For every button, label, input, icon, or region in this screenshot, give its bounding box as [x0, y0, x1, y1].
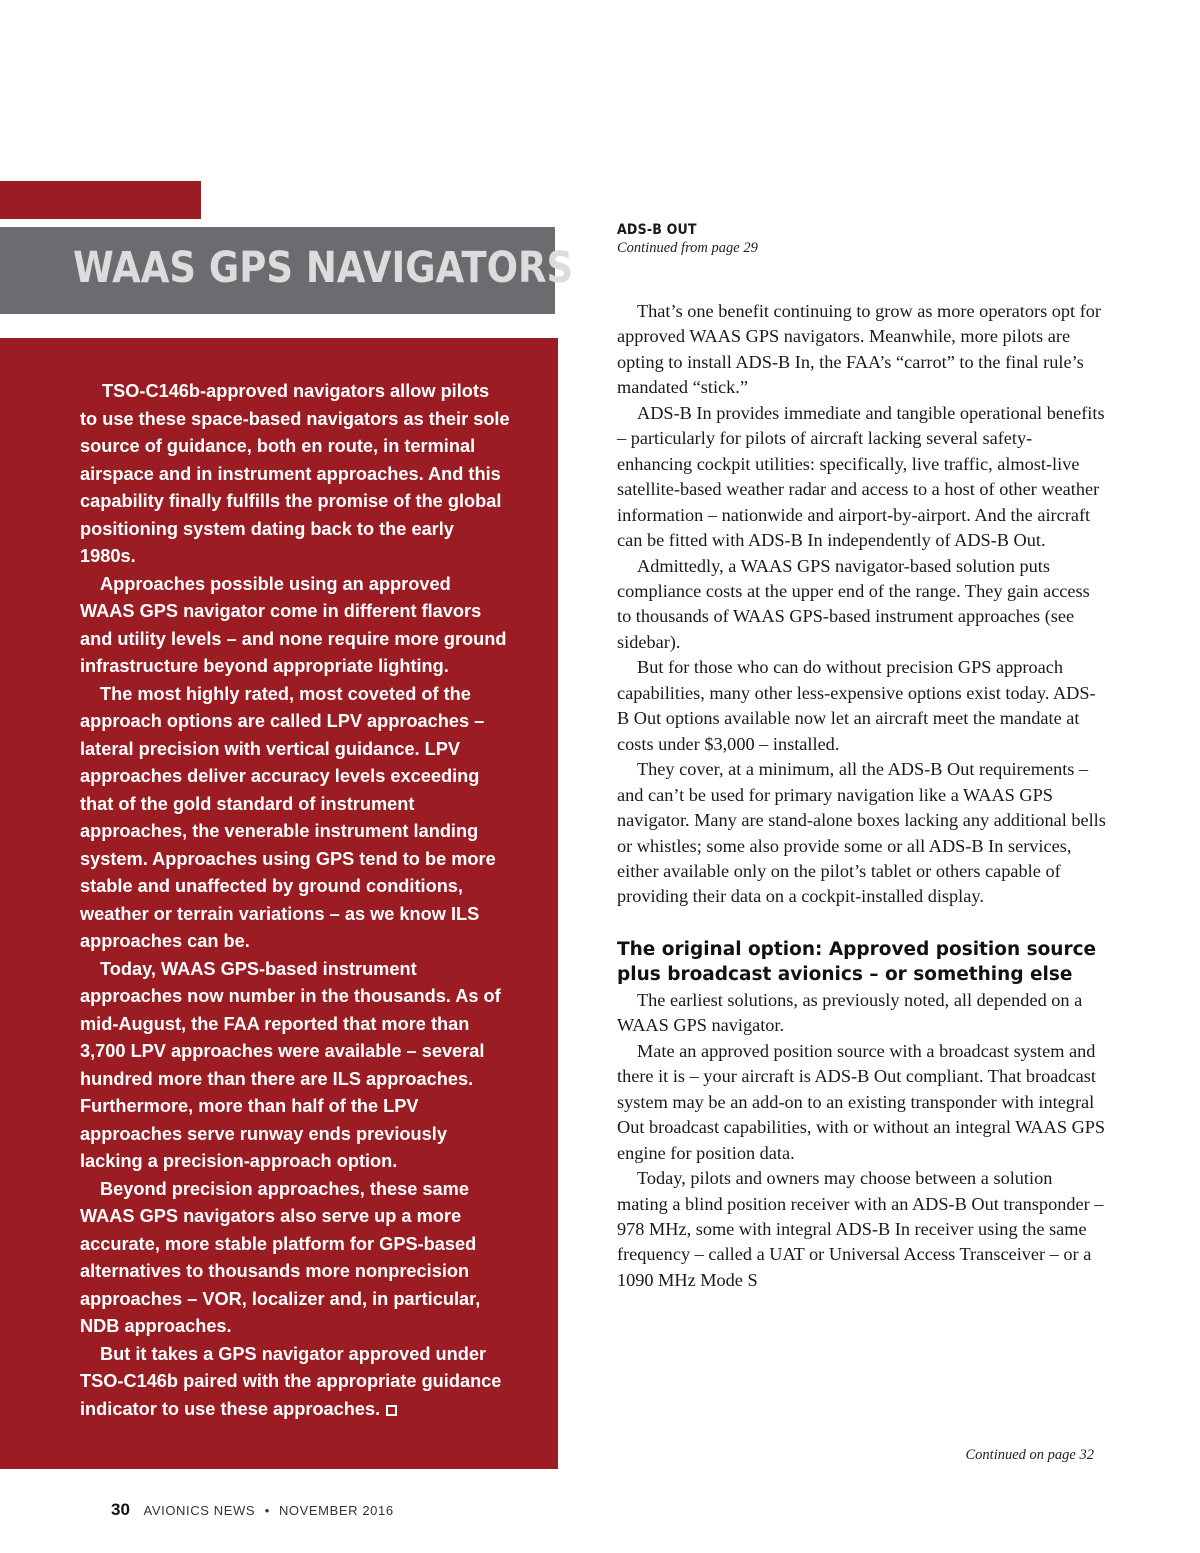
article-paragraph: But for those who can do without precision GPS approach capabilities, many other less-expensive options exist today. ADS-B Out options available now let an aircraft meet the mandate at costs under $3,000 – installed.: [617, 657, 1096, 754]
footer-separator: •: [264, 1503, 270, 1518]
article-body: [617, 299, 1107, 1293]
end-mark-icon: [386, 1405, 397, 1416]
sidebar-paragraph: Beyond precision approaches, these same WAAS GPS navigators also serve up a more accurate, more stable platform for GPS-based alternatives to thousands more nonprecision approaches – VOR, localizer and, in particular, NDB approaches.: [80, 1178, 481, 1336]
page-number: 30: [111, 1500, 130, 1519]
sidebar-text: [80, 378, 510, 1423]
continued-from: Continued from page 29: [617, 240, 758, 256]
section-tag: ADS-B OUT: [617, 222, 697, 238]
article-header: [617, 222, 1107, 257]
continued-on: Continued on page 32: [965, 1447, 1094, 1463]
article-paragraph: The earliest solutions, as previously noted, all depended on a WAAS GPS navigator.: [617, 989, 1083, 1036]
article-paragraph: Admittedly, a WAAS GPS navigator-based solution puts compliance costs at the upper end of the range. They gain access to thousands of WAAS GPS-based instrument approaches (see sidebar).: [617, 555, 1090, 652]
issue-date: NOVEMBER 2016: [278, 1503, 394, 1518]
sidebar-paragraph: Today, WAAS GPS-based instrument approaches now number in the thousands. As of mid-August, the FAA reported that more than 3,700 LPV approaches were available – several hundred more than there are ILS approaches. Furthermore, more than half of the LPV approaches serve runway ends previously lacking a precision-approach option.: [80, 958, 501, 1171]
article-paragraph: That’s one benefit continuing to grow as more operators opt for approved WAAS GPS navigators. Meanwhile, more pilots are opting to install ADS-B In, the FAA’s “carrot” to the final rule’s mandated “stick.”: [617, 301, 1102, 398]
article-paragraph: They cover, at a minimum, all the ADS-B Out requirements – and can’t be used for primary navigation like a WAAS GPS navigator. Many are stand-alone boxes lacking any additional bells or whistles; some also provide some or all ADS-B In services, either available only on the pilot’s tablet or others capable of providing their data on a cockpit-installed display.: [617, 759, 1106, 907]
magazine-name: AVIONICS NEWS: [143, 1503, 256, 1518]
article-paragraph: Mate an approved position source with a broadcast system and there it is – your aircraft is ADS-B Out compliant. That broadcast system may be an add-on to an existing transponder with integral Out broadcast capabilities, with or without an integral WAAS GPS engine for position data.: [617, 1040, 1106, 1163]
header-accent-bar: [0, 181, 201, 219]
section-title-box: [0, 227, 574, 314]
sidebar-box: [0, 338, 558, 1469]
sidebar-paragraph: TSO-C146b-approved navigators allow pilots to use these space-based navigators as their sole source of guidance, both en route, in terminal airspace and in instrument approaches. And this capability finally fulfills the promise of the global positioning system dating back to the early 1980s.: [80, 381, 510, 566]
sidebar-paragraph-text: But it takes a GPS navigator approved under TSO-C146b paired with the appropriate guidance indicator to use these approaches.: [80, 1343, 502, 1419]
sidebar-paragraph-last: [80, 1341, 510, 1424]
page-title: WAAS GPS NAVIGATORS: [73, 243, 574, 293]
page-footer: [111, 1500, 394, 1520]
article-subhead: The original option: Approved position source plus broadcast avionics – or something else: [617, 938, 1097, 986]
sidebar-paragraph: The most highly rated, most coveted of the approach options are called LPV approaches – lateral precision with vertical guidance. LPV approaches deliver accuracy levels exceeding that of the gold standard of instrument approaches, the venerable instrument landing system. Approaches using GPS tend to be more stable and unaffected by ground conditions, weather or terrain variations – as we know ILS approaches can be.: [80, 683, 496, 951]
article-paragraph: ADS-B In provides immediate and tangible operational benefits – particularly for pilots of aircraft lacking several safety-enhancing cockpit utilities: specifically, live traffic, almost-live satellite-based weather radar and access to a host of other weather information – nationwide and airport-by-airport. And the aircraft can be fitted with ADS-B In independently of ADS-B Out.: [617, 402, 1105, 551]
sidebar-paragraph: Approaches possible using an approved WAAS GPS navigator come in different flavors and utility levels – and none require more ground infrastructure beyond appropriate lighting.: [80, 573, 507, 676]
article-paragraph: Today, pilots and owners may choose between a solution mating a blind position receiver with an ADS-B Out transponder – 978 MHz, some with integral ADS-B In receiver using the same frequency – called a UAT or Universal Access Transceiver – or a 1090 MHz Mode S: [617, 1168, 1104, 1290]
